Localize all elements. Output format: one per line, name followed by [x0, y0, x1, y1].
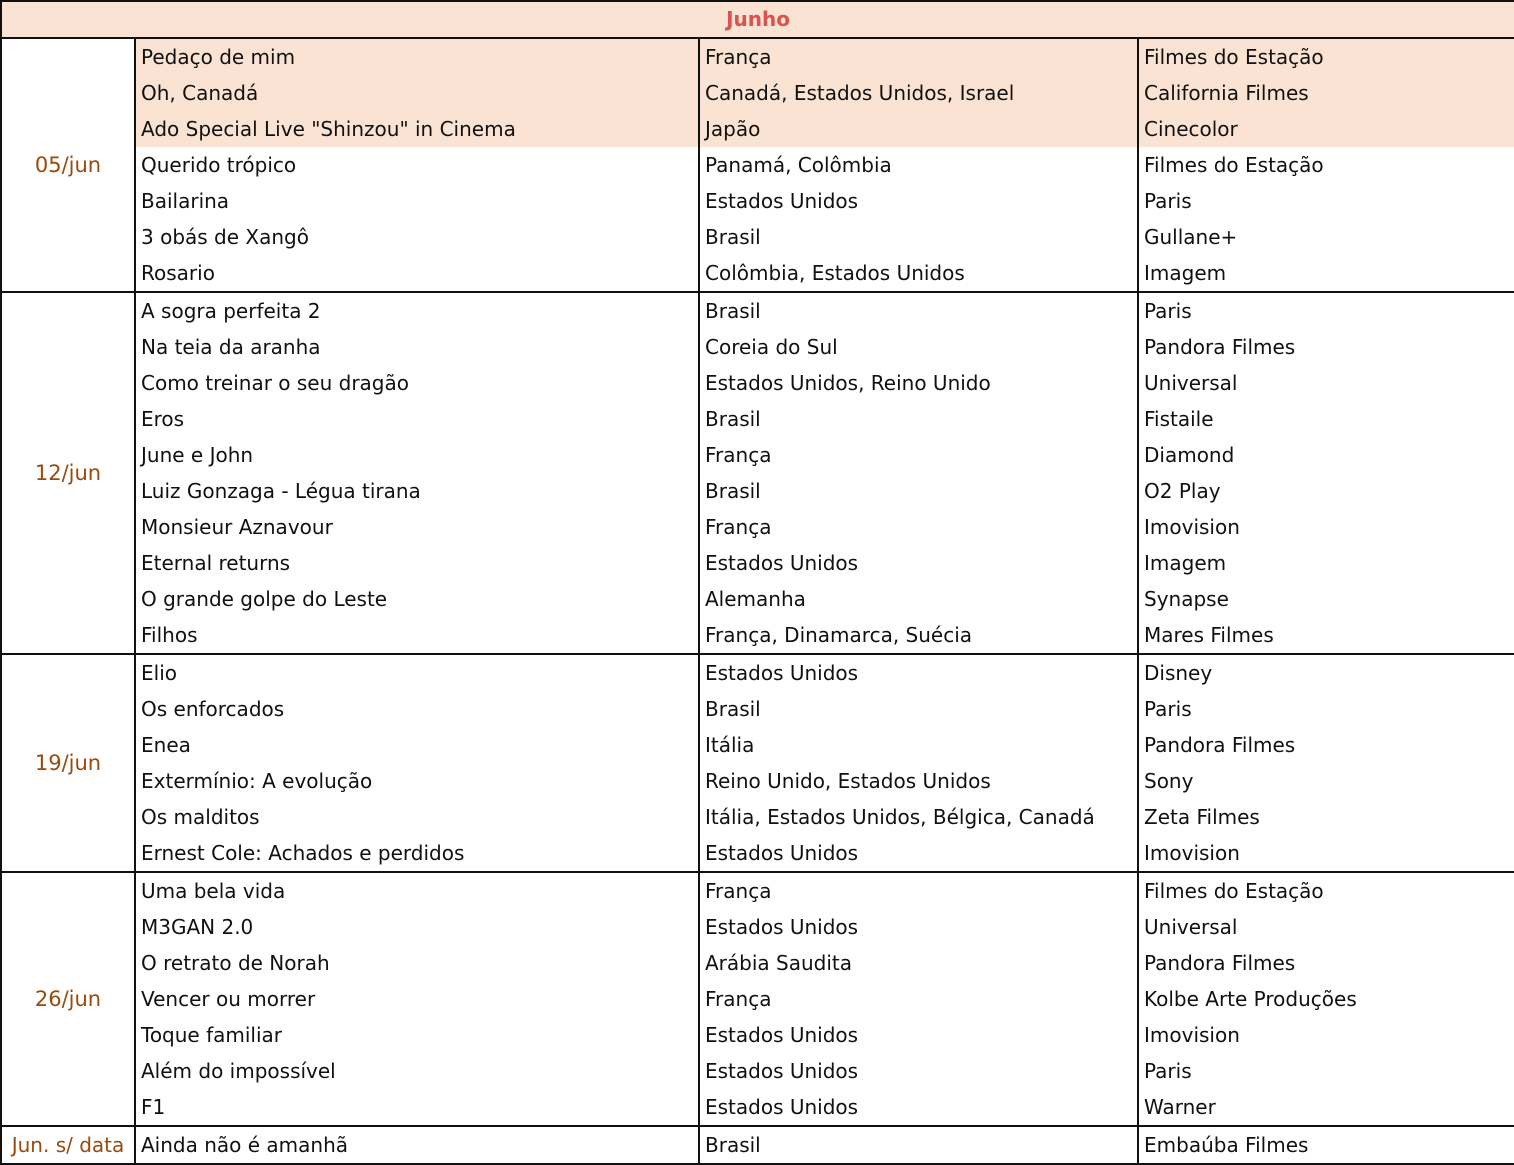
distributor-cell: Paris	[1138, 1053, 1514, 1089]
movie-title-cell: Bailarina	[141, 189, 230, 213]
distributor-cell: Imagem	[1138, 545, 1514, 581]
table-row	[1, 545, 1514, 581]
country-cell: França	[699, 509, 1138, 545]
table-row	[1, 691, 1514, 727]
distributor-cell: Cinecolor	[1138, 111, 1514, 147]
country-cell: Estados Unidos	[699, 835, 1138, 872]
country-cell: França	[699, 981, 1138, 1017]
schedule-body	[1, 38, 1514, 1164]
release-date-cell: 26/jun	[1, 872, 135, 1126]
table-row	[1, 799, 1514, 835]
movie-title-cell: O grande golpe do Leste	[141, 587, 388, 611]
movie-title-cell: Como treinar o seu dragão	[141, 371, 409, 395]
table-row	[1, 909, 1514, 945]
distributor-cell: Imovision	[1138, 509, 1514, 545]
distributor-cell: Mares Filmes	[1138, 617, 1514, 654]
month-header: Junho	[1, 1, 1514, 38]
movie-title-cell: June e John	[141, 443, 254, 467]
table-row	[1, 365, 1514, 401]
distributor-cell: Fistaile	[1138, 401, 1514, 437]
table-row	[1, 835, 1514, 872]
movie-title-cell: Oh, Canadá	[135, 75, 699, 111]
movie-title-cell: Rosario	[141, 261, 215, 285]
table-row	[1, 617, 1514, 654]
distributor-cell: Gullane+	[1138, 219, 1514, 255]
country-cell: Estados Unidos	[699, 654, 1138, 691]
country-cell: França	[699, 437, 1138, 473]
distributor-cell: Embaúba Filmes	[1138, 1126, 1514, 1164]
release-date-cell: 19/jun	[1, 654, 135, 872]
country-cell: Brasil	[699, 219, 1138, 255]
distributor-cell: Diamond	[1138, 437, 1514, 473]
movie-title-cell: Na teia da aranha	[141, 335, 321, 359]
country-cell: Brasil	[699, 401, 1138, 437]
table-row	[1, 473, 1514, 509]
country-cell: Estados Unidos	[699, 183, 1138, 219]
country-cell: Estados Unidos	[699, 909, 1138, 945]
movie-title-cell: Os malditos	[141, 805, 260, 829]
distributor-cell: Filmes do Estação	[1138, 872, 1514, 909]
movie-title-cell: F1	[141, 1095, 166, 1119]
table-row	[1, 75, 1514, 111]
movie-title-cell: Eternal returns	[141, 551, 291, 575]
distributor-cell: Zeta Filmes	[1138, 799, 1514, 835]
country-cell: Itália, Estados Unidos, Bélgica, Canadá	[699, 799, 1138, 835]
distributor-cell: Warner	[1138, 1089, 1514, 1126]
distributor-cell: Sony	[1138, 763, 1514, 799]
country-cell: Brasil	[699, 292, 1138, 329]
country-cell: Brasil	[699, 691, 1138, 727]
distributor-cell: Paris	[1138, 691, 1514, 727]
movie-title-cell: Monsieur Aznavour	[141, 515, 333, 539]
distributor-cell: Filmes do Estação	[1138, 38, 1514, 75]
country-cell: Brasil	[699, 1126, 1138, 1164]
table-row	[1, 763, 1514, 799]
movie-title-cell: Extermínio: A evolução	[141, 769, 373, 793]
table-row	[1, 401, 1514, 437]
table-row	[1, 1053, 1514, 1089]
table-row	[1, 945, 1514, 981]
country-cell: Estados Unidos	[699, 1089, 1138, 1126]
distributor-cell: O2 Play	[1138, 473, 1514, 509]
movie-title-cell: Ernest Cole: Achados e perdidos	[141, 841, 465, 865]
movie-title-cell: Eros	[141, 407, 185, 431]
table-row	[1, 292, 1514, 329]
country-cell: Estados Unidos	[699, 545, 1138, 581]
movie-title-cell: Querido trópico	[141, 153, 297, 177]
country-cell: Estados Unidos	[699, 1017, 1138, 1053]
distributor-cell: Paris	[1138, 292, 1514, 329]
movie-title-cell: Vencer ou morrer	[141, 987, 316, 1011]
table-row	[1, 654, 1514, 691]
distributor-cell: Pandora Filmes	[1138, 329, 1514, 365]
distributor-cell: Imovision	[1138, 1017, 1514, 1053]
table-row	[1, 872, 1514, 909]
movie-title-cell: Os enforcados	[141, 697, 285, 721]
distributor-cell: Disney	[1138, 654, 1514, 691]
country-cell: Reino Unido, Estados Unidos	[699, 763, 1138, 799]
table-row	[1, 219, 1514, 255]
distributor-cell: Pandora Filmes	[1138, 727, 1514, 763]
release-date-cell: 05/jun	[1, 38, 135, 292]
table-row	[1, 437, 1514, 473]
movie-title-cell: A sogra perfeita 2	[135, 292, 699, 329]
movie-title-cell: Elio	[135, 654, 699, 691]
table-row	[1, 727, 1514, 763]
distributor-cell: Imovision	[1138, 835, 1514, 872]
movie-title-cell: Enea	[141, 733, 191, 757]
table-row	[1, 38, 1514, 75]
movie-title-cell: M3GAN 2.0	[141, 915, 254, 939]
distributor-cell: Universal	[1138, 365, 1514, 401]
distributor-cell: Imagem	[1138, 255, 1514, 292]
country-cell: França, Dinamarca, Suécia	[699, 617, 1138, 654]
movie-title-cell: Pedaço de mim	[135, 38, 699, 75]
table-row	[1, 1126, 1514, 1164]
country-cell: Japão	[699, 111, 1138, 147]
table-row	[1, 183, 1514, 219]
table-row	[1, 509, 1514, 545]
country-cell: Arábia Saudita	[699, 945, 1138, 981]
release-date-cell: 12/jun	[1, 292, 135, 654]
country-cell: Panamá, Colômbia	[699, 147, 1138, 183]
table-row	[1, 147, 1514, 183]
movie-title-cell: Ado Special Live "Shinzou" in Cinema	[135, 111, 699, 147]
table-row	[1, 255, 1514, 292]
country-cell: Itália	[699, 727, 1138, 763]
distributor-cell: Kolbe Arte Produções	[1138, 981, 1514, 1017]
table-row	[1, 329, 1514, 365]
movie-title-cell: 3 obás de Xangô	[141, 225, 309, 249]
movie-title-cell: O retrato de Norah	[141, 951, 330, 975]
movie-title-cell: Ainda não é amanhã	[135, 1126, 699, 1164]
country-cell: Alemanha	[699, 581, 1138, 617]
distributor-cell: Universal	[1138, 909, 1514, 945]
movie-title-cell: Luiz Gonzaga - Légua tirana	[141, 479, 421, 503]
movie-title-cell: Toque familiar	[141, 1023, 283, 1047]
movie-title-cell: Filhos	[141, 623, 198, 647]
movie-title-cell: Uma bela vida	[135, 872, 699, 909]
distributor-cell: Synapse	[1138, 581, 1514, 617]
country-cell: Estados Unidos, Reino Unido	[699, 365, 1138, 401]
table-row	[1, 1017, 1514, 1053]
country-cell: Coreia do Sul	[699, 329, 1138, 365]
country-cell: França	[699, 872, 1138, 909]
country-cell: Canadá, Estados Unidos, Israel	[699, 75, 1138, 111]
movie-title-cell: Além do impossível	[141, 1059, 336, 1083]
country-cell: França	[699, 38, 1138, 75]
distributor-cell: Pandora Filmes	[1138, 945, 1514, 981]
country-cell: Estados Unidos	[699, 1053, 1138, 1089]
table-row	[1, 981, 1514, 1017]
table-row	[1, 1089, 1514, 1126]
table-row	[1, 111, 1514, 147]
distributor-cell: Paris	[1138, 183, 1514, 219]
release-date-cell: Jun. s/ data	[1, 1126, 135, 1164]
distributor-cell: Filmes do Estação	[1138, 147, 1514, 183]
table-row	[1, 581, 1514, 617]
country-cell: Colômbia, Estados Unidos	[699, 255, 1138, 292]
distributor-cell: California Filmes	[1138, 75, 1514, 111]
country-cell: Brasil	[699, 473, 1138, 509]
